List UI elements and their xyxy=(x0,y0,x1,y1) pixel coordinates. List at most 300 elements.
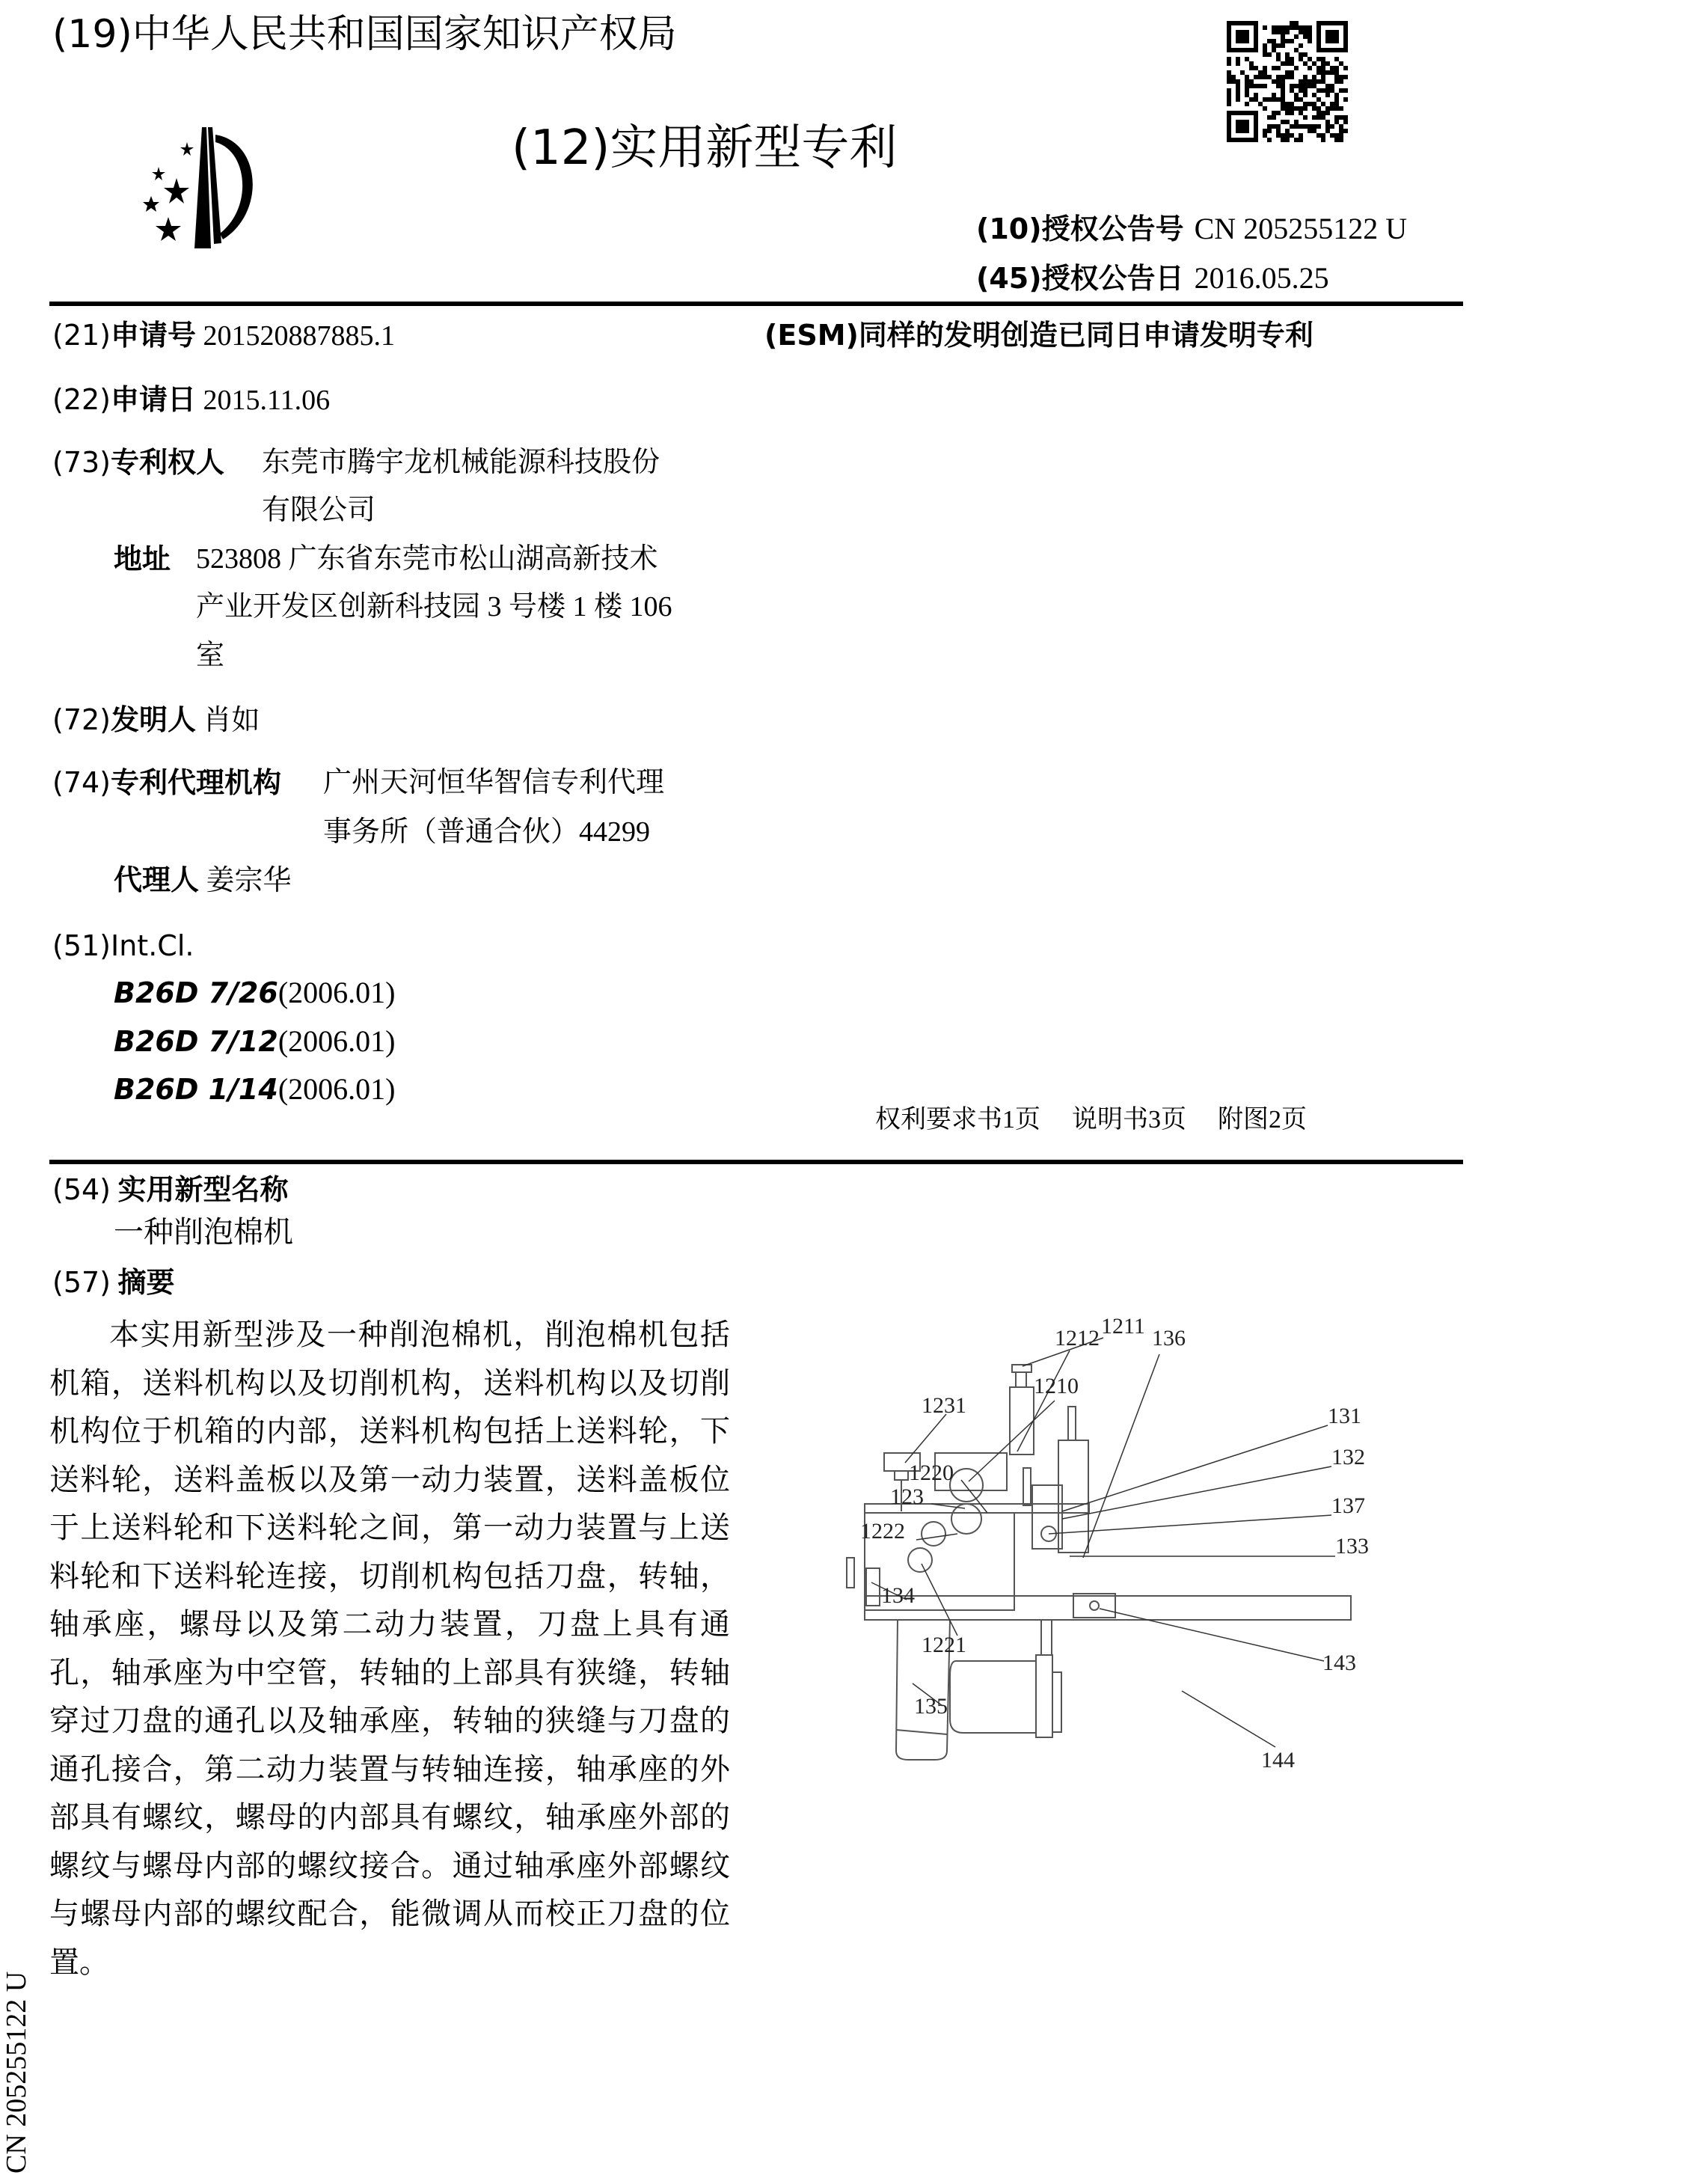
qr-module xyxy=(1276,25,1281,30)
figure-label: 131 xyxy=(1328,1404,1361,1428)
qr-module xyxy=(1294,120,1299,124)
qr-module xyxy=(1303,30,1308,34)
qr-module xyxy=(1272,66,1276,70)
qr-module xyxy=(1263,75,1267,79)
qr-module xyxy=(1249,84,1254,88)
qr-module xyxy=(1299,79,1303,84)
qr-module xyxy=(1299,43,1303,48)
qr-module xyxy=(1312,84,1316,88)
qr-module xyxy=(1299,97,1303,102)
qr-module xyxy=(1290,70,1294,75)
qr-module xyxy=(1272,97,1276,102)
claims-pages: 权利要求书1页 xyxy=(875,1106,1040,1134)
field-label: 地址 xyxy=(114,542,171,575)
field-code: (73) xyxy=(52,446,111,479)
qr-module xyxy=(1227,61,1231,66)
qr-module xyxy=(1334,102,1339,106)
qr-module xyxy=(1276,111,1281,115)
qr-module xyxy=(1334,106,1339,111)
field-label: Int.Cl. xyxy=(111,929,194,962)
qr-module xyxy=(1290,88,1294,93)
qr-module xyxy=(1303,115,1308,120)
qr-module xyxy=(1321,102,1325,106)
qr-module xyxy=(1285,106,1290,111)
qr-module xyxy=(1294,48,1299,52)
qr-module xyxy=(1276,52,1281,57)
figure-label: 1211 xyxy=(1101,1314,1145,1339)
qr-module xyxy=(1290,124,1294,129)
qr-module xyxy=(1281,61,1285,66)
qr-module xyxy=(1290,75,1294,79)
qr-module xyxy=(1272,124,1276,129)
qr-module xyxy=(1294,106,1299,111)
qr-module xyxy=(1294,21,1299,25)
qr-module xyxy=(1276,43,1281,48)
qr-module xyxy=(1339,138,1343,142)
logo-star-icon xyxy=(143,196,159,212)
qr-module xyxy=(1290,25,1294,30)
agency-value-line2 xyxy=(323,814,650,850)
address-value-text: 产业开发区创新科技园 3 号楼 1 楼 106 xyxy=(196,591,672,623)
qr-module xyxy=(1330,106,1334,111)
qr-code-icon xyxy=(1227,21,1348,142)
drawing-part xyxy=(1023,1468,1031,1505)
qr-module xyxy=(1249,79,1254,84)
field-code: (51) xyxy=(52,929,111,962)
qr-module xyxy=(1263,48,1267,52)
drawing-part xyxy=(847,1558,854,1588)
qr-module xyxy=(1276,79,1281,84)
qr-module xyxy=(1343,75,1348,79)
qr-module xyxy=(1303,84,1308,88)
drawing-part xyxy=(1068,1407,1076,1440)
office-title: (19)中华人民共和国国家知识产权局 xyxy=(52,12,677,57)
qr-module xyxy=(1334,138,1339,142)
qr-module xyxy=(1245,93,1249,97)
qr-module xyxy=(1276,84,1281,88)
qr-module xyxy=(1294,34,1299,39)
application-number-row xyxy=(52,317,395,354)
qr-module xyxy=(1263,66,1267,70)
qr-module xyxy=(1334,133,1339,138)
qr-module xyxy=(1303,124,1308,129)
qr-module xyxy=(1321,61,1325,66)
field-label: 专利代理机构 xyxy=(111,766,282,799)
qr-module xyxy=(1227,88,1231,93)
qr-module xyxy=(1254,66,1258,70)
qr-module xyxy=(1258,75,1263,79)
qr-module xyxy=(1308,102,1312,106)
patentee-row xyxy=(52,444,224,481)
qr-module xyxy=(1308,34,1312,39)
qr-module xyxy=(1263,97,1267,102)
qr-module xyxy=(1334,97,1339,102)
address-value-line2 xyxy=(196,589,672,625)
qr-module xyxy=(1343,66,1348,70)
qr-module xyxy=(1316,79,1321,84)
qr-module xyxy=(1330,124,1334,129)
figure-label: 135 xyxy=(914,1694,948,1719)
qr-module xyxy=(1285,133,1290,138)
qr-module xyxy=(1312,102,1316,106)
field-label: 实用新型名称 xyxy=(117,1173,289,1206)
qr-module xyxy=(1330,66,1334,70)
qr-module xyxy=(1254,93,1258,97)
qr-module xyxy=(1281,34,1285,39)
header-divider xyxy=(49,302,1463,306)
patentee-value-text: 东莞市腾宇龙机械能源科技股份 xyxy=(262,447,660,478)
qr-module xyxy=(1272,43,1276,48)
qr-finder xyxy=(1236,120,1249,133)
qr-module xyxy=(1334,115,1339,120)
qr-module xyxy=(1231,79,1236,84)
logo-star-icon xyxy=(164,178,189,204)
qr-module xyxy=(1294,124,1299,129)
qr-module xyxy=(1227,57,1231,61)
qr-module xyxy=(1343,97,1348,102)
qr-module xyxy=(1276,129,1281,133)
qr-module xyxy=(1312,129,1316,133)
field-code: (22) xyxy=(52,383,111,416)
qr-module xyxy=(1294,138,1299,142)
qr-module xyxy=(1316,57,1321,61)
qr-module xyxy=(1343,115,1348,120)
qr-module xyxy=(1281,138,1285,142)
field-label: 发明人 xyxy=(111,703,197,736)
qr-module xyxy=(1325,84,1330,88)
qr-module xyxy=(1339,115,1343,120)
qr-module xyxy=(1267,97,1272,102)
cnipa-logo xyxy=(135,120,299,251)
publication-date-label: (45)授权公告日 xyxy=(976,262,1184,295)
qr-module xyxy=(1299,111,1303,115)
field-code: (72) xyxy=(52,703,111,736)
qr-module xyxy=(1316,88,1321,93)
qr-module xyxy=(1299,124,1303,129)
figure-label: 1231 xyxy=(922,1393,966,1418)
ipc-version: (2006.01) xyxy=(278,976,396,1009)
qr-module xyxy=(1285,129,1290,133)
qr-module xyxy=(1339,124,1343,129)
field-label: 申请日 xyxy=(111,383,197,416)
qr-module xyxy=(1236,79,1240,84)
qr-module xyxy=(1290,111,1294,115)
qr-module xyxy=(1308,124,1312,129)
patentee-value-line2 xyxy=(262,492,375,528)
qr-module xyxy=(1281,79,1285,84)
qr-module xyxy=(1272,30,1276,34)
figure-label: 123 xyxy=(890,1484,924,1509)
qr-module xyxy=(1303,93,1308,97)
qr-module xyxy=(1236,93,1240,97)
qr-module xyxy=(1285,39,1290,43)
qr-module xyxy=(1303,106,1308,111)
figure-label: 134 xyxy=(881,1583,915,1608)
ipc-version: (2006.01) xyxy=(278,1024,396,1058)
drawings-pages: 附图2页 xyxy=(1218,1106,1307,1134)
qr-module xyxy=(1343,88,1348,93)
figure-label: 144 xyxy=(1261,1748,1295,1772)
qr-module xyxy=(1339,106,1343,111)
qr-module xyxy=(1236,84,1240,88)
qr-module xyxy=(1299,84,1303,88)
ipc-version: (2006.01) xyxy=(278,1072,396,1106)
ipc-code: B26D 7/26 xyxy=(114,976,278,1009)
qr-module xyxy=(1276,66,1281,70)
qr-module xyxy=(1263,52,1267,57)
drawing-part xyxy=(950,1469,983,1502)
publication-date-value: 2016.05.25 xyxy=(1194,261,1329,295)
field-code: (54) xyxy=(52,1173,111,1206)
qr-module xyxy=(1281,93,1285,97)
qr-module xyxy=(1308,84,1312,88)
qr-module xyxy=(1339,75,1343,79)
qr-module xyxy=(1290,39,1294,43)
qr-module xyxy=(1290,102,1294,106)
abstract-drawing xyxy=(838,1287,1376,1781)
qr-module xyxy=(1281,43,1285,48)
qr-module xyxy=(1299,88,1303,93)
qr-module xyxy=(1290,133,1294,138)
qr-module xyxy=(1272,48,1276,52)
qr-module xyxy=(1334,79,1339,84)
qr-module xyxy=(1325,129,1330,133)
logo-star-icon xyxy=(180,142,194,156)
qr-module xyxy=(1325,70,1330,75)
qr-module xyxy=(1281,97,1285,102)
drawing-part xyxy=(951,1504,981,1534)
qr-module xyxy=(1249,66,1254,70)
agency-value-text: 事务所（普通合伙）44299 xyxy=(323,816,651,848)
qr-module xyxy=(1325,111,1330,115)
qr-module xyxy=(1236,57,1240,61)
figure-label: 143 xyxy=(1322,1651,1356,1675)
qr-module xyxy=(1272,93,1276,97)
inventor-value: 肖如 xyxy=(203,705,260,736)
qr-module xyxy=(1334,120,1339,124)
qr-module xyxy=(1245,84,1249,88)
agent-row xyxy=(114,862,292,899)
qr-module xyxy=(1343,120,1348,124)
esm-note: (ESM)同样的发明创造已同日申请发明专利 xyxy=(764,319,1313,352)
abstract-text: 本实用新型涉及一种削泡棉机，削泡棉机包括机箱，送料机构以及切削机构，送料机构以及切削机构位于机箱的内部，送料机构包括上送料轮，下送料轮，送料盖板以及第一动力装置，送料盖板位于上送料轮和下送料轮之间，第一动力装置与上送料轮和下送料轮连接，切削机构包括刀盘，转轴，轴承座，螺母以及第二动力装置，刀盘上具有通孔，轴承座为中空管，转轴的上部具有狭缝，转轴穿过刀盘的通孔以及轴承座，转轴的狭缝与刀盘的通孔接合，第二动力装置与转轴连接，轴承座的外部具有螺纹，螺母的内部具有螺纹，轴承座外部的螺纹与螺母内部的螺纹接合。通过轴承座外部螺纹与螺母内部的螺纹配合，能微调从而校正刀盘的位置。 xyxy=(49,1318,730,1979)
qr-module xyxy=(1316,106,1321,111)
agency-value-line1 xyxy=(323,765,664,801)
qr-module xyxy=(1316,133,1321,138)
qr-module xyxy=(1258,84,1263,88)
patentee-value-text: 有限公司 xyxy=(262,495,376,526)
figure-label: 132 xyxy=(1331,1445,1365,1469)
qr-module xyxy=(1294,84,1299,88)
qr-module xyxy=(1308,129,1312,133)
logo-star-icon xyxy=(152,167,165,180)
qr-finder xyxy=(1236,30,1249,43)
drawing-part xyxy=(895,1471,908,1480)
qr-module xyxy=(1299,133,1303,138)
publication-number-value: CN 205255122 U xyxy=(1194,212,1408,245)
address-value-line1 xyxy=(196,541,658,577)
qr-module xyxy=(1294,97,1299,102)
agency-row xyxy=(52,765,281,801)
qr-module xyxy=(1312,124,1316,129)
qr-module xyxy=(1294,66,1299,70)
qr-module xyxy=(1267,39,1272,43)
qr-module xyxy=(1227,102,1231,106)
qr-module xyxy=(1303,102,1308,106)
qr-module xyxy=(1325,88,1330,93)
qr-module xyxy=(1308,57,1312,61)
qr-module xyxy=(1325,93,1330,97)
qr-module xyxy=(1303,79,1308,84)
qr-module xyxy=(1325,106,1330,111)
qr-module xyxy=(1334,93,1339,97)
qr-module xyxy=(1227,75,1231,79)
qr-module xyxy=(1303,52,1308,57)
qr-module xyxy=(1299,30,1303,34)
motor-right xyxy=(950,1661,1036,1733)
qr-module xyxy=(1321,79,1325,84)
qr-module xyxy=(1285,25,1290,30)
qr-module xyxy=(1321,66,1325,70)
page-counts xyxy=(875,1104,1307,1137)
qr-module xyxy=(1339,129,1343,133)
qr-module xyxy=(1334,75,1339,79)
qr-module xyxy=(1254,75,1258,79)
qr-module xyxy=(1321,133,1325,138)
qr-module xyxy=(1272,115,1276,120)
qr-module xyxy=(1299,138,1303,142)
qr-module xyxy=(1339,88,1343,93)
qr-module xyxy=(1290,106,1294,111)
qr-module xyxy=(1281,25,1285,30)
qr-module xyxy=(1245,88,1249,93)
qr-module xyxy=(1330,102,1334,106)
drawing-part xyxy=(865,1596,1351,1620)
qr-module xyxy=(1231,75,1236,79)
qr-module xyxy=(1339,61,1343,66)
address-value-text: 室 xyxy=(196,640,225,671)
qr-module xyxy=(1285,111,1290,115)
address-value-text: 523808 广东省东莞市松山湖高新技术 xyxy=(196,543,658,575)
qr-module xyxy=(1272,39,1276,43)
qr-module xyxy=(1263,43,1267,48)
qr-module xyxy=(1303,61,1308,66)
qr-module xyxy=(1290,61,1294,66)
qr-module xyxy=(1299,57,1303,61)
drawing-part xyxy=(1036,1655,1052,1737)
qr-module xyxy=(1325,120,1330,124)
qr-module xyxy=(1236,61,1240,66)
field-label: 代理人 xyxy=(114,863,200,896)
qr-module xyxy=(1285,75,1290,79)
qr-module xyxy=(1285,70,1290,75)
qr-module xyxy=(1290,21,1294,25)
qr-module xyxy=(1258,102,1263,106)
agent-value: 姜宗华 xyxy=(206,865,292,896)
description-pages: 说明书3页 xyxy=(1072,1106,1186,1134)
qr-module xyxy=(1276,57,1281,61)
qr-module xyxy=(1267,115,1272,120)
drawing-part xyxy=(1052,1672,1061,1732)
ipc-row xyxy=(52,928,194,964)
qr-module xyxy=(1312,75,1316,79)
patentee-value-line1 xyxy=(262,444,660,480)
qr-module xyxy=(1343,129,1348,133)
drawing-part xyxy=(1016,1372,1026,1387)
qr-finder xyxy=(1325,30,1339,43)
qr-module xyxy=(1285,52,1290,57)
agency-value-text: 广州天河恒华智信专利代理 xyxy=(323,767,665,798)
qr-module xyxy=(1294,25,1299,30)
abstract-heading xyxy=(52,1264,175,1301)
qr-module xyxy=(1281,30,1285,34)
qr-module xyxy=(1276,30,1281,34)
qr-module xyxy=(1249,97,1254,102)
qr-module xyxy=(1290,57,1294,61)
qr-module xyxy=(1339,79,1343,84)
qr-module xyxy=(1339,133,1343,138)
figure-label: 1220 xyxy=(909,1460,954,1485)
logo-star-icon xyxy=(156,217,181,241)
drawing-part xyxy=(866,1568,880,1606)
qr-module xyxy=(1308,39,1312,43)
section-divider xyxy=(49,1160,1463,1164)
qr-module xyxy=(1312,61,1316,66)
qr-module xyxy=(1281,39,1285,43)
figure-label: 1222 xyxy=(860,1519,905,1544)
qr-module xyxy=(1281,133,1285,138)
qr-module xyxy=(1245,75,1249,79)
field-label: 申请号 xyxy=(111,319,197,352)
ipc-class-item xyxy=(114,1024,395,1060)
qr-module xyxy=(1312,93,1316,97)
figure-label: 1212 xyxy=(1055,1326,1100,1351)
qr-module xyxy=(1334,70,1339,75)
qr-module xyxy=(1316,115,1321,120)
qr-module xyxy=(1330,88,1334,93)
qr-module xyxy=(1321,70,1325,75)
qr-module xyxy=(1299,25,1303,30)
figure-label: 1221 xyxy=(922,1633,966,1657)
drawing-part xyxy=(922,1522,945,1546)
drawing-part xyxy=(1073,1594,1115,1618)
qr-module xyxy=(1240,70,1245,75)
publication-number-label: (10)授权公告号 xyxy=(976,212,1184,245)
qr-module xyxy=(1330,70,1334,75)
qr-module xyxy=(1285,102,1290,106)
figure-label: 137 xyxy=(1331,1493,1365,1518)
qr-module xyxy=(1325,124,1330,129)
field-label: 摘要 xyxy=(117,1266,175,1299)
qr-module xyxy=(1272,79,1276,84)
drawing-part xyxy=(1012,1365,1031,1372)
field-code: (57) xyxy=(52,1266,111,1299)
publication-number xyxy=(976,211,1407,248)
qr-module xyxy=(1276,97,1281,102)
qr-module xyxy=(1285,57,1290,61)
figure-label: 136 xyxy=(1152,1326,1186,1351)
qr-module xyxy=(1245,102,1249,106)
field-code: (74) xyxy=(52,766,111,799)
qr-module xyxy=(1281,106,1285,111)
qr-module xyxy=(1249,61,1254,66)
qr-module xyxy=(1321,57,1325,61)
qr-module xyxy=(1267,129,1272,133)
application-date-row xyxy=(52,382,330,418)
qr-module xyxy=(1321,111,1325,115)
utility-model-name-heading xyxy=(52,1172,289,1208)
side-publication-code: CN 205255122 U xyxy=(1,1971,32,2174)
